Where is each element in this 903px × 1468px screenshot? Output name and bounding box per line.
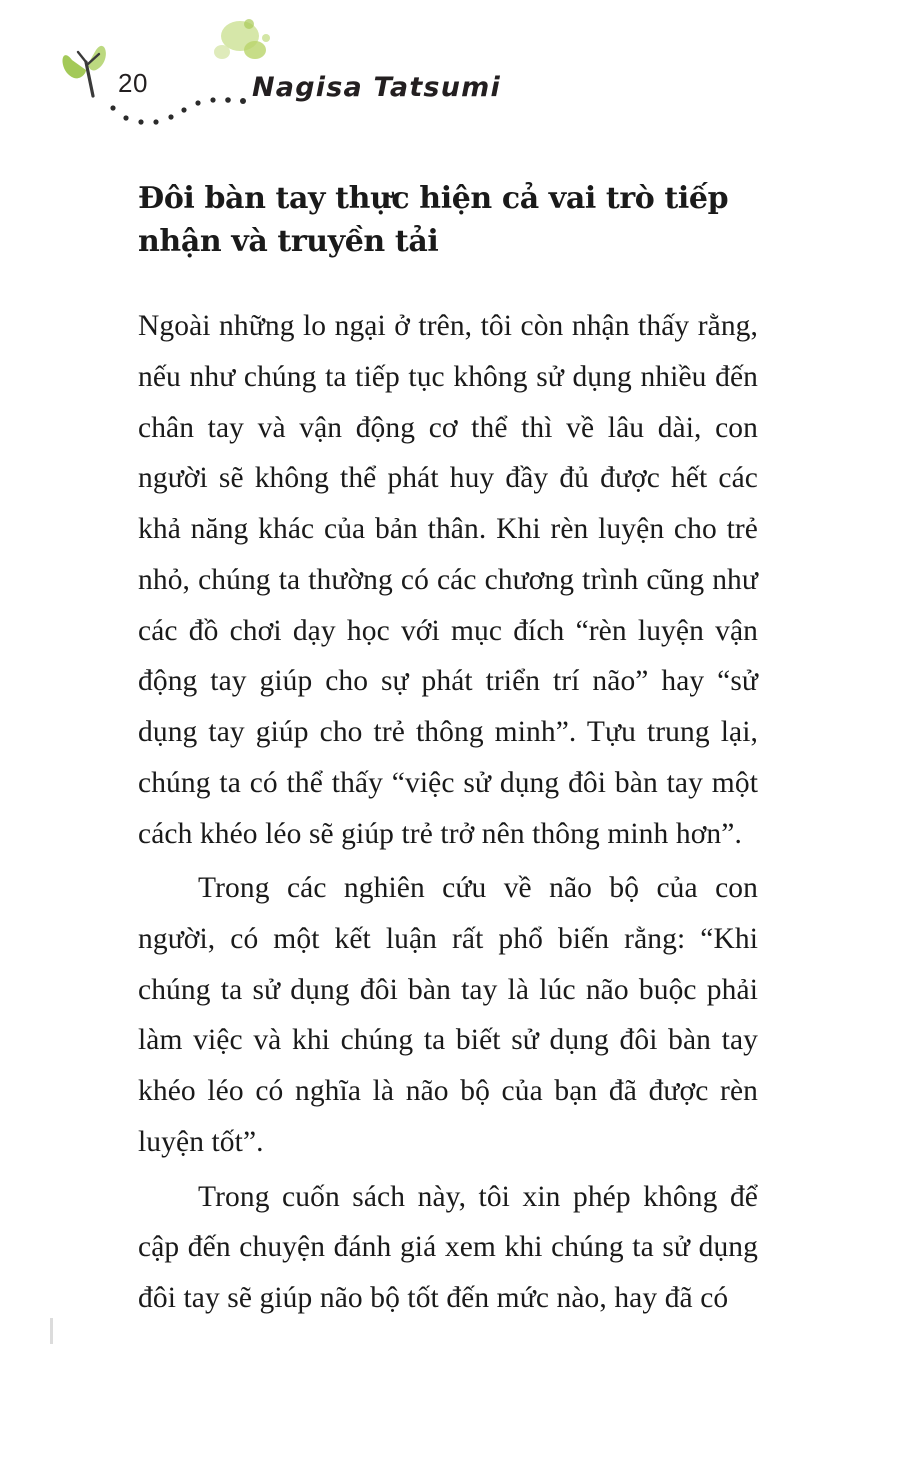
page-number: 20 bbox=[118, 68, 148, 98]
butterfly-icon bbox=[63, 46, 106, 96]
leaf-sprig-icon bbox=[214, 19, 270, 59]
body-paragraph-3: Trong cuốn sách này, tôi xin phép không để cập đến chuyện đánh giá xem khi chúng ta sử dụng đôi tay sẽ giúp não bộ tốt đến mức nào, hay đã có bbox=[138, 1180, 758, 1315]
running-head-author: Nagisa Tatsumi bbox=[252, 72, 501, 103]
page-header bbox=[0, 0, 903, 150]
chapter-title: Đôi bàn tay thực hiện cả vai trò tiếp nhận và truyền tải bbox=[138, 181, 729, 259]
dotted-line-divider bbox=[110, 97, 246, 124]
body-paragraph-1: Ngoài những lo ngại ở trên, tôi còn nhận thấy rằng, nếu như chúng ta tiếp tục không sử dụng nhiều đến chân tay và vận động cơ thể thì về lâu dài, con người sẽ không thể phát huy đầy đủ được hết các khả năng khác của bản thân. Khi rèn luyện cho trẻ nhỏ, chúng ta thường có các chương trình cũng như các đồ chơi dạy học với mục đích “rèn luyện vận động tay giúp cho sự phát triển trí não” hay “sử dụng tay giúp cho trẻ thông minh”. Tựu trung lại, chúng ta có thể thấy “việc sử dụng đôi bàn tay một cách khéo léo sẽ giúp trẻ trở nên thông minh hơn”. bbox=[138, 310, 758, 850]
body-paragraph-2: Trong các nghiên cứu về não bộ của con người, có một kết luận rất phổ biến rằng: “Khi chúng ta sử dụng đôi bàn tay là lúc não buộc phải làm việc và khi chúng ta biết sử dụng đôi bàn tay khéo léo có nghĩa là não bộ của bạn đã được rèn luyện tốt”. bbox=[138, 872, 758, 1158]
page-content bbox=[138, 178, 758, 1328]
page-edge-mark bbox=[50, 1318, 53, 1344]
